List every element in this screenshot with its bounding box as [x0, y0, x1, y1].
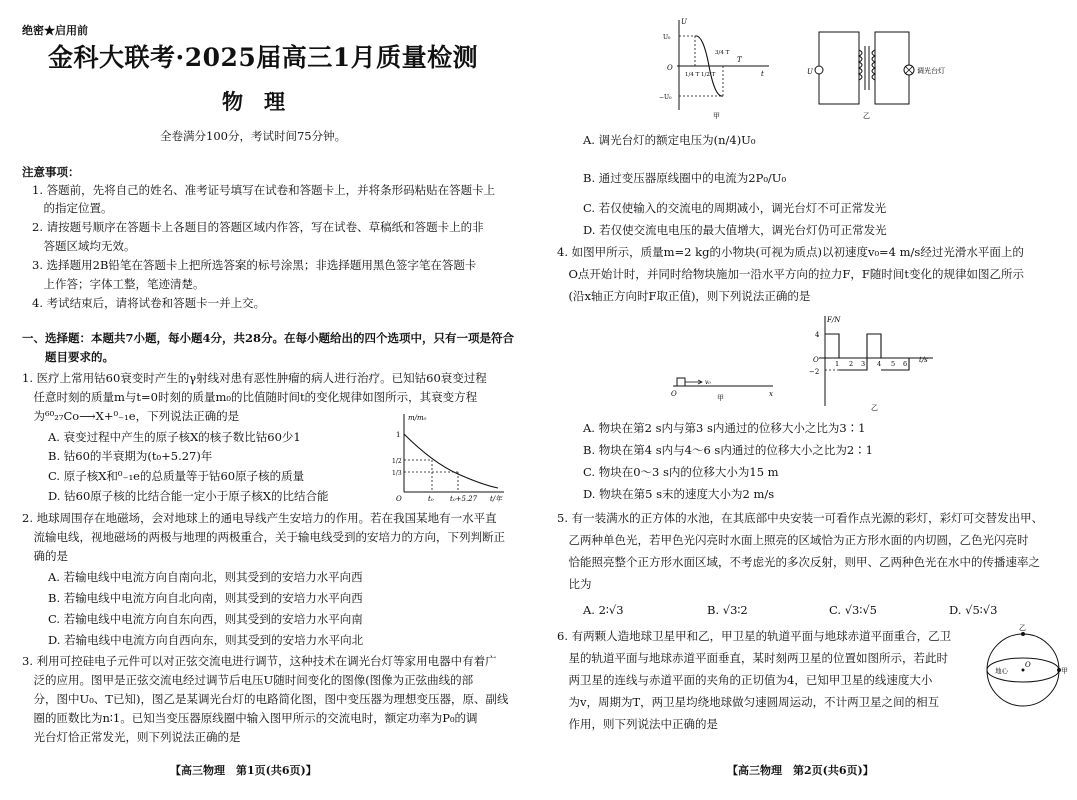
ac-source-icon — [815, 66, 823, 74]
q3-figure-voltage-waveform — [657, 14, 777, 120]
q2-option-d: D. 若输电线中电流方向自西向东，则其受到的安培力水平向北 — [48, 633, 364, 647]
q6-stem: 6. 有两颗人造地球卫星甲和乙，甲卫星的轨道平面与地球赤道平面重合，乙卫 — [557, 629, 952, 643]
q3-option-d: D. 若仅使交流电电压的最大值增大，调光台灯仍可正常发光 — [583, 223, 887, 237]
tick-label: T — [737, 56, 742, 64]
q4-option-d: D. 物块在第5 s末的速度大小为2 m/s — [583, 487, 775, 501]
x-axis-label: t/s — [919, 356, 928, 364]
block-icon — [677, 378, 685, 386]
tick-label: 1/2 — [392, 458, 402, 465]
tick-label: 3 — [861, 360, 866, 368]
satellite-b-label: 乙 — [1019, 624, 1026, 632]
tick-label: 1/2 T — [701, 72, 716, 78]
waveform-positive — [695, 36, 709, 66]
q1-option-b: B. 钴60的半衰期为(t₀+5.27)年 — [48, 449, 213, 463]
tick-label: 2 — [849, 360, 854, 368]
q1-option-c: C. 原子核X和⁰₋₁e的总质量等于钴60原子核的质量 — [48, 469, 305, 483]
tick-label: 1/3 — [392, 470, 402, 477]
q5-stem: 5. 有一装满水的正方体的水池，在其底部中央安装一可看作点光源的彩灯，彩灯可交替发出甲、 — [557, 511, 1044, 525]
q2-option-c: C. 若输电线中电流方向自东向西，则其受到的安培力水平向南 — [48, 612, 363, 626]
notice-line: 的指定位置。 — [32, 201, 113, 215]
q4-option-b: B. 物块在第4 s内与4～6 s内通过的位移大小之比为2∶1 — [583, 443, 873, 457]
x-axis-label: t/年 — [490, 495, 503, 503]
decay-curve — [404, 434, 498, 488]
left-page — [0, 0, 538, 800]
tick-label: 4 — [877, 360, 882, 368]
q5-option-d: D. √5∶√3 — [949, 603, 998, 617]
y-axis-label: F/N — [827, 316, 841, 324]
q4-figure-block — [667, 366, 779, 402]
x-label: x — [769, 390, 773, 398]
q3-option-a: A. 调光台灯的额定电压为(n/4)U₀ — [583, 133, 756, 147]
u0-label: U₀ — [663, 34, 671, 41]
q3-stem: 分，图中U₀、T已知)，图乙是某调光台灯的电路简化图，图中变压器为理想变压器，原、副线 — [22, 692, 509, 706]
u-label: U — [681, 18, 687, 26]
q6-stem: 作用，则下列说法中正确的是 — [557, 717, 718, 731]
notice-line: 4. 考试结束后，请将试卷和答题卡一并上交。 — [32, 296, 266, 310]
u-label: U — [807, 68, 813, 76]
figure-caption: 乙 — [863, 112, 870, 120]
q6-stem: 两卫星的连线与赤道平面的夹角的正切值为4，已知甲卫星的线速度大小 — [557, 673, 933, 687]
q3-stem: 3. 利用可控硅电子元件可以对正弦交流电进行调节，这种技术在调光台灯等家用电器中有着广 — [22, 654, 497, 668]
exam-title: 金科大联考·2025届高三1月质量检测 — [48, 43, 479, 72]
q5-stem: 恰能照亮整个正方形水面区域，不考虑光的多次反射，则甲、乙两种色光在水中的传播速率之 — [557, 555, 1040, 569]
q3-stem: 泛的应用。图甲是正弦交流电经过调节后电压U随时间变化的图像(图像为正弦曲线的部 — [22, 673, 474, 687]
q4-stem: O点开始计时，并同时给物块施加一沿水平方向的拉力F，F随时间t变化的规律如图乙所示 — [557, 267, 1025, 281]
q5-option-c: C. √3∶√5 — [829, 603, 877, 617]
q2-stem: 确的是 — [22, 549, 68, 563]
q1-decay-graph — [392, 408, 510, 504]
tick-label: 6 — [903, 360, 908, 368]
q4-stem: 4. 如图甲所示，质量m=2 kg的小物块(可视为质点)以初速度v₀=4 m/s经过光滑水平面上的 — [557, 245, 1024, 259]
tick-label: 5 — [891, 360, 896, 368]
figure-caption: 甲 — [713, 112, 720, 120]
q3-figure-circuit — [807, 26, 997, 122]
notice-line: 3. 选择题用2B铅笔在答题卡上把所选答案的标号涂黑；非选择题用黑色签字笔在答题卡 — [32, 258, 477, 272]
q1-option-a: A. 衰变过程中产生的原子核X的核子数比钴60少1 — [48, 430, 301, 444]
q3-stem: 光台灯恰正常发光，则下列说法正确的是 — [22, 730, 241, 744]
score-info: 全卷满分100分，考试时间75分钟。 — [160, 129, 347, 143]
notice-heading: 注意事项： — [22, 165, 80, 179]
q5-option-a: A. 2∶√3 — [583, 603, 624, 617]
q1-stem: 1. 医疗上常用钴60衰变时产生的γ射线对患有恶性肿瘤的病人进行治疗。已知钴60衰变过程 — [22, 371, 487, 385]
right-page — [539, 0, 1077, 800]
q2-option-a: A. 若输电线中电流方向自南向北，则其受到的安培力水平向西 — [48, 570, 363, 584]
neg-u0-label: −U₀ — [659, 94, 672, 101]
q6-stem: 为v，周期为T，两卫星均绕地球做匀速圆周运动，不计两卫星之间的相互 — [557, 695, 940, 709]
page-footer: 【高三物理 第2页(共6页)】 — [727, 764, 874, 777]
tick-label: 1/4 T — [685, 72, 700, 78]
q6-figure-orbits — [977, 620, 1071, 712]
notice-line: 答题区域均无效。 — [32, 239, 136, 253]
q5-option-b: B. √3∶2 — [707, 603, 748, 617]
q2-option-b: B. 若输电线中电流方向自北向南，则其受到的安培力水平向西 — [48, 591, 363, 605]
origin-label: O — [671, 390, 677, 398]
origin-label: O — [1025, 661, 1031, 669]
earth-center-label: 地心 — [995, 667, 1008, 675]
tick-label: 1 — [396, 431, 401, 439]
tick-label: −2 — [809, 368, 820, 376]
notice-line: 1. 答题前，先将自己的姓名、准考证号填写在试卷和答题卡上，并将条形码粘贴在答题卡上 — [32, 183, 496, 197]
q1-option-d: D. 钴60原子核的比结合能一定小于原子核X的比结合能 — [48, 489, 329, 503]
q5-stem: 比为 — [557, 577, 592, 591]
force-curve — [839, 334, 881, 370]
origin-label: O — [813, 356, 819, 364]
q4-option-c: C. 物块在0～3 s内的位移大小为15 m — [583, 465, 779, 479]
t-label: t — [761, 70, 764, 78]
q1-stem: 为⁶⁰₂₇Co⟶X+⁰₋₁e，下列说法正确的是 — [22, 409, 240, 423]
origin-label: O — [396, 495, 402, 503]
q6-stem: 星的轨道平面与地球赤道平面垂直，某时刻两卫星的位置如图所示，若此时 — [557, 651, 948, 665]
q2-stem: 流输电线，视地磁场的两极与地理的两极重合，关于输电线受到的安培力的方向，下列判断正 — [22, 530, 505, 544]
tick-label: 4 — [815, 331, 820, 339]
v0-label: v₀ — [705, 379, 711, 386]
origin-label: O — [667, 64, 673, 72]
satellite-b-icon — [1021, 632, 1025, 636]
q3-stem: 圈的匝数比为n∶1。已知当变压器原线圈中输入图甲所示的交流电时，额定功率为P₀的调 — [22, 711, 478, 725]
q4-stem: (沿x轴正方向时F取正值)，则下列说法正确的是 — [557, 289, 811, 303]
tick-label: 1 — [835, 360, 840, 368]
notice-line: 2. 请按题号顺序在答题卡上各题目的答题区域内作答，写在试卷、草稿纸和答题卡上的非 — [32, 220, 484, 234]
subject-title: 物 理 — [222, 89, 285, 114]
q4-figure-force-graph — [805, 312, 945, 412]
y-axis-label: m/m₀ — [408, 414, 427, 422]
page-footer: 【高三物理 第1页(共6页)】 — [170, 764, 317, 777]
q4-option-a: A. 物块在第2 s内与第3 s内通过的位移大小之比为3∶1 — [583, 421, 866, 435]
secret-label: 绝密★启用前 — [22, 24, 88, 37]
q1-stem: 任意时刻的质量m与t=0时刻的质量m₀的比值随时间t的变化规律如图所示，其衰变方程 — [22, 390, 478, 404]
section-heading: 题目要求的。 — [22, 350, 114, 364]
tick-label: 3/4 T — [715, 50, 730, 56]
lamp-label: 调光台灯 — [917, 67, 945, 75]
q5-stem: 乙两种单色光，若甲色光闪亮时水面上照亮的区域恰为正方形水面的内切圆，乙色光闪亮时 — [557, 533, 1029, 547]
notice-line: 上作答；字体工整，笔迹清楚。 — [32, 277, 205, 291]
section-heading: 一、选择题：本题共7小题，每小题4分，共28分。在每小题给出的四个选项中，只有一项是符合 — [22, 331, 515, 345]
tick-label: t₀ — [428, 495, 434, 503]
figure-caption: 甲 — [717, 394, 724, 402]
tick-label: t₀+5.27 — [450, 495, 478, 503]
q2-stem: 2. 地球周围存在地磁场，会对地球上的通电导线产生安培力的作用。若在我国某地有一水平直 — [22, 511, 497, 525]
satellite-a-label: 甲 — [1061, 667, 1068, 675]
figure-caption: 乙 — [871, 404, 878, 412]
q3-option-b: B. 通过变压器原线圈中的电流为2P₀/U₀ — [583, 171, 787, 185]
q3-option-c: C. 若仅使输入的交流电的周期减小，调光台灯不可正常发光 — [583, 201, 887, 215]
